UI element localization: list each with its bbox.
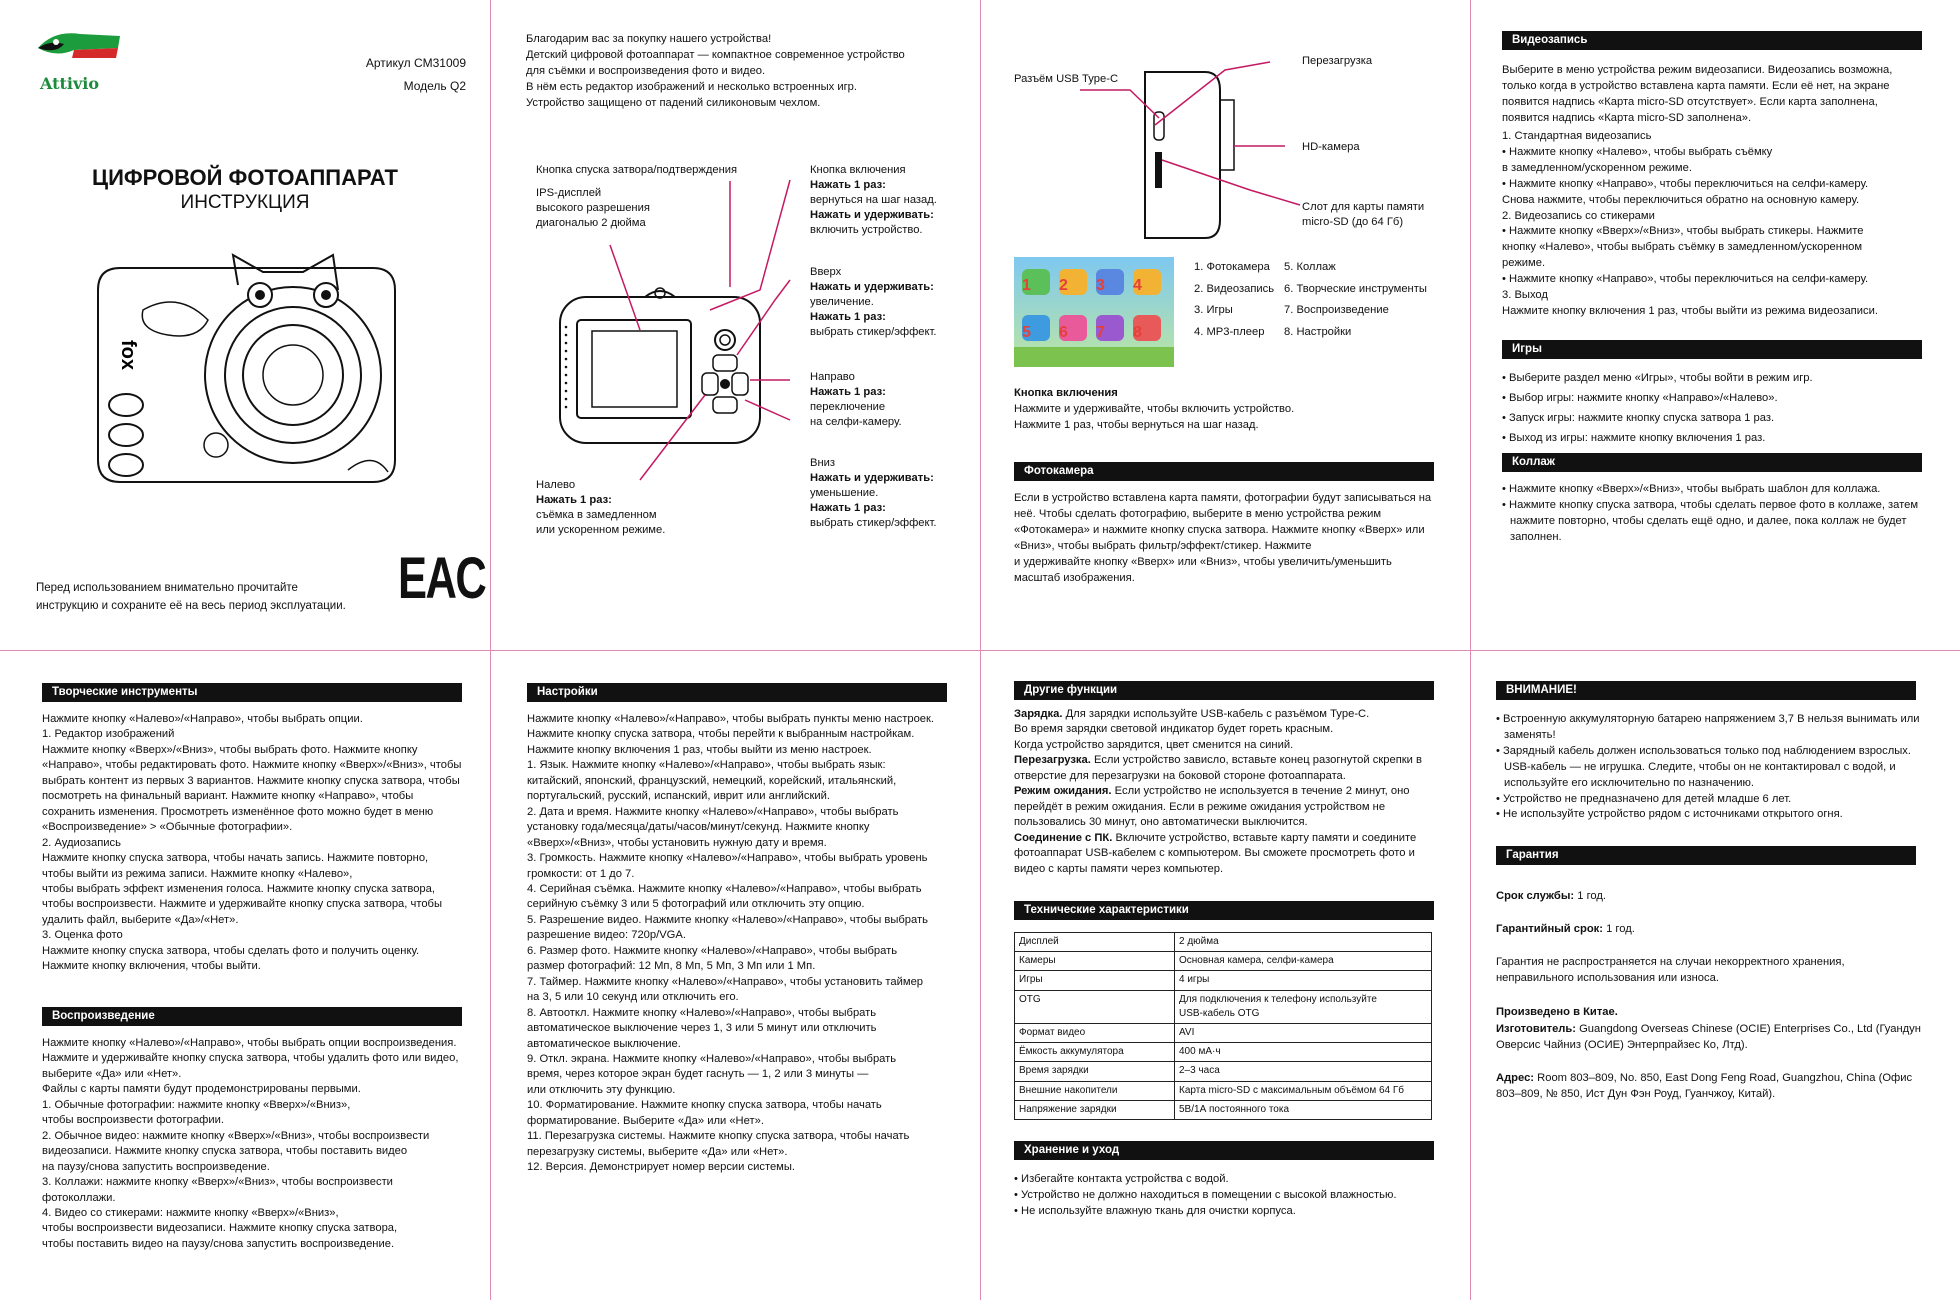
collage-section-header: Коллаж <box>1502 453 1922 472</box>
power-heading: Кнопка включения <box>1014 387 1118 399</box>
service-life: Срок службы: 1 год. <box>1496 890 1607 902</box>
list-item: • Выход из игры: нажмите кнопку включения 1 раз. <box>1502 429 1927 449</box>
table-row: Внешние накопители Карта micro-SD с максимальным объёмом 64 Гб <box>1015 1081 1432 1100</box>
brand-name: Attivio <box>40 74 100 93</box>
warranty-period: Гарантийный срок: 1 год. <box>1496 923 1635 935</box>
label-down: Вниз Нажать и удерживать: уменьшение. Нажать 1 раз: выбрать стикер/эффект. <box>810 457 937 530</box>
table-row: Формат видео AVI <box>1015 1023 1432 1042</box>
svg-text:2: 2 <box>1059 277 1068 294</box>
svg-text:3: 3 <box>1096 277 1105 294</box>
label-left: Налево Нажать 1 раз: съёмка в замедленном или ускоренном режиме. <box>536 479 666 537</box>
manufacturer: Изготовитель: Guangdong Overseas Chinese (OCIE) Enterprises Co., Ltd (Гуандун Оверсис Чайниз (ОСИЕ) Энтерпрайзес Ко, Лтд). <box>1496 1023 1921 1051</box>
creative-section-header: Творческие инструменты <box>42 683 462 702</box>
video-panel <box>1470 0 1960 650</box>
svg-text:1: 1 <box>1022 277 1031 294</box>
svg-text:7: 7 <box>1096 324 1105 341</box>
warranty-panel <box>1470 650 1960 1300</box>
intro-text: Благодарим вас за покупку нашего устройства! Детский цифровой фотоаппарат — компактное современное устройство для съёмки и воспроизведения фото и видео. В нём есть редактор изображений и несколько встроенных игр. Устройство защищено от падений силиконовым чехлом. <box>526 33 905 109</box>
list-item: • Встроенную аккумуляторную батарею напряжением 3,7 В нельзя вынимать или заменять! <box>1496 712 1926 744</box>
creative-panel <box>0 650 490 1300</box>
guarantee-section-header: Гарантия <box>1496 846 1916 865</box>
warning-list <box>1496 712 1926 823</box>
article-number: Артикул CM31009 <box>365 56 466 70</box>
table-row: Игры 4 игры <box>1015 971 1432 990</box>
svg-text:5: 5 <box>1022 324 1031 341</box>
label-usb: Разъём USB Type-C <box>1014 73 1119 85</box>
spec-section-header: Технические характеристики <box>1014 901 1434 920</box>
list-item: • Запуск игры: нажмите кнопку спуска затвора 1 раз. <box>1502 409 1927 429</box>
label-power: Кнопка включения Нажать 1 раз: вернуться на шаг назад. Нажать и удерживать: включить устройство. <box>810 164 937 237</box>
address: Адрес: Room 803–809, No. 850, East Dong Feng Road, Guangzhou, China (Офис 803–809, № 850, Ист Дун Фэн Роуд, Гуанчжоу, Китай). <box>1496 1072 1913 1100</box>
menu-item: 3. Игры <box>1194 304 1233 316</box>
storage-section-header: Хранение и уход <box>1014 1141 1434 1160</box>
table-row: Время зарядки 2–3 часа <box>1015 1062 1432 1081</box>
list-item: • Не используйте устройство рядом с источниками открытого огня. <box>1496 807 1926 823</box>
menu-item: 5. Коллаж <box>1284 261 1336 273</box>
menu-screen-image <box>1014 257 1174 367</box>
label-display: IPS-дисплей высокого разрешения диагональю 2 дюйма <box>536 187 650 230</box>
video-text: Выберите в меню устройства режим видеозаписи. Видеозапись возможна, только когда в устройство вставлена карта памяти. Если её нет, на экране появится надпись «Карта micro-SD отсутствует». Если карта заполнена, появится надпись «Карта micro-SD заполнена». <box>1502 64 1893 124</box>
list-item: • Устройство не должно находиться в помещении с высокой влажностью. <box>1014 1188 1439 1204</box>
playback-section-header: Воспроизведение <box>42 1007 462 1026</box>
table-row: OTG Для подключения к телефону используйте USB-кабель OTG <box>1015 990 1432 1023</box>
power-text: Нажмите и удерживайте, чтобы включить устройство. Нажмите 1 раз, чтобы вернуться на шаг назад. <box>1014 403 1295 431</box>
brand-logo-icon <box>34 28 124 62</box>
side-menu-panel <box>980 0 1470 650</box>
list-item: • Выберите раздел меню «Игры», чтобы войти в режим игр. <box>1502 369 1927 389</box>
list-item: • Зарядный кабель должен использоваться только под наблюдением взрослых. USB-кабель — не игрушка. Следите, чтобы он не контактировал с водой, и используйте его исключительно по назначению. <box>1496 744 1926 792</box>
menu-item: 8. Настройки <box>1284 325 1352 338</box>
list-item: • Нажмите кнопку спуска затвора, чтобы сделать первое фото в коллаже, затем нажмите повторно, чтобы сделать ещё одно, и далее, пока коллаж не будет заполнен. <box>1502 498 1927 546</box>
games-list <box>1502 369 1927 449</box>
menu-item: 2. Видеозапись <box>1194 282 1275 295</box>
table-row: Дисплей 2 дюйма <box>1015 933 1432 952</box>
svg-text:8: 8 <box>1133 324 1142 341</box>
settings-panel <box>490 650 980 1300</box>
svg-text:4: 4 <box>1133 277 1142 294</box>
table-row: Ёмкость аккумулятора 400 мА·ч <box>1015 1043 1432 1062</box>
camera-brand-text: fox <box>117 340 139 370</box>
storage-list <box>1014 1172 1439 1220</box>
video-section-header: Видеозапись <box>1502 31 1922 50</box>
other-section-header: Другие функции <box>1014 681 1434 700</box>
creative-text: Нажмите кнопку «Налево»/«Направо», чтобы выбрать опции. 1. Редактор изображений Нажмите кнопку «Вверх»/«Вниз», чтобы выбрать фото. Нажмите кнопку «Направо», чтобы редактировать фото. Нажмите кнопку «Вверх»/«Вниз», чтобы выбрать контент из первых 3 вариантов. Нажмите кнопку спуска затвора, чтобы посмотреть на финальный вариант. Нажмите кнопку «Направо», чтобы сохранить изменения. Просмотреть изменённое фото можно будет в меню «Воспроизведение» > «Обычные фотографии». 2. Аудиозапись Нажмите кнопку спуска затвора, чтобы начать запись. Нажмите повторно, чтобы выйти из режима записи. Нажмите кнопку «Налево», чтобы выбрать эффект изменения голоса. Нажмите кнопку спуска затвора, чтобы воспроизвести. Нажмите и удерживайте кнопку спуска затвора, чтобы удалить файл, выберите «Да»/«Нет». 3. Оценка фото Нажмите кнопку спуска затвора, чтобы сделать фото и получить оценку. Нажмите кнопку включения, чтобы выйти. <box>42 713 462 973</box>
photo-text: Если в устройство вставлена карта памяти, фотографии будут записываться на неё. Чтобы сделать фотографию, выберите в меню устройства режим «Фотокамера» и нажмите кнопку спуска затвора. Нажмите кнопку «Вверх» или «Вниз», чтобы выбрать фильтр/эффект/стикер. Нажмите и удерживайте кнопку «Вверх» или «Вниз», чтобы увеличить/уменьшить масштаб изображения. <box>1014 492 1432 584</box>
playback-text: Нажмите кнопку «Налево»/«Направо», чтобы выбрать опции воспроизведения. Нажмите и удерживайте кнопку спуска затвора, чтобы удалить фото или видео, выберите «Да» или «Нет». Файлы с карты памяти будут продемонстрированы первыми. 1. Обычные фотографии: нажмите кнопку «Вверх»/«Вниз», чтобы воспроизвести фотографии. 2. Обычное видео: нажмите кнопку «Вверх»/«Вниз», чтобы воспроизвести видеозаписи. Нажмите кнопку спуска затвора, чтобы поставить видео на паузу/снова запустить воспроизведение. 3. Коллажи: нажмите кнопку «Вверх»/«Вниз», чтобы воспроизвести фотоколлажи. 4. Видео со стикерами: нажмите кнопку «Вверх»/«Вниз», чтобы воспроизвести видеозаписи. Нажмите кнопку спуска затвора, чтобы поставить видео на паузу/снова запустить воспроизведение. <box>42 1037 459 1250</box>
warning-section-header: ВНИМАНИЕ! <box>1496 681 1916 700</box>
menu-list <box>1194 260 1454 346</box>
collage-list <box>1502 482 1927 546</box>
menu-item: 4. MP3-плеер <box>1194 325 1265 338</box>
list-item: • Нажмите кнопку «Вверх»/«Вниз», чтобы выбрать шаблон для коллажа. <box>1502 482 1927 498</box>
label-up: Вверх Нажать и удерживать: увеличение. Нажать 1 раз: выбрать стикер/эффект. <box>810 266 937 339</box>
camera-illustration <box>88 250 408 490</box>
warranty-exclusion: Гарантия не распространяется на случаи некорректного хранения, неправильного использования или износа. <box>1496 956 1845 984</box>
read-note: Перед использованием внимательно прочитайте инструкцию и сохраните её на весь период эксплуатации. <box>36 582 346 612</box>
doc-subtitle: ИНСТРУКЦИЯ <box>180 192 310 213</box>
games-section-header: Игры <box>1502 340 1922 359</box>
svg-text:6: 6 <box>1059 324 1068 341</box>
label-shutter: Кнопка спуска затвора/подтверждения <box>536 164 738 176</box>
model-number: Модель Q2 <box>403 79 466 93</box>
menu-item: 1. Фотокамера <box>1194 261 1270 273</box>
cover-panel <box>0 0 490 650</box>
settings-text: Нажмите кнопку «Налево»/«Направо», чтобы выбрать пункты меню настроек. Нажмите кнопку спуска затвора, чтобы перейти к выбранным настройкам. Нажмите кнопку включения 1 раз, чтобы выйти из меню настроек. 1. Язык. Нажмите кнопку «Налево»/«Направо», чтобы выбрать язык: китайский, японский, французский, немецкий, корейский, итальянский, португальский, русский, испанский, иврит или английский. 2. Дата и время. Нажмите кнопку «Налево»/«Направо», чтобы выбрать установку года/месяца/даты/часов/минут/секунд. Нажмите кнопку «Вверх»/«Вниз», чтобы установить нужную дату и время. 3. Громкость. Нажмите кнопку «Налево»/«Направо», чтобы выбрать уровень громкости: от 1 до 7. 4. Серийная съёмка. Нажмите кнопку «Налево»/«Направо», чтобы выбрать серийную съёмку 3 или 5 фотографий или отключить эту опцию. 5. Разрешение видео. Нажмите кнопку «Налево»/«Направо», чтобы выбрать разрешение видео: 720p/VGA. 6. Размер фото. Нажмите кнопку «Налево»/«Направо», чтобы выбрать размер фотографий: 12 Мп, 8 Мп, 5 Мп, 3 Мп или 1 Мп. 7. Таймер. Нажмите кнопку «Налево»/«Направо», чтобы установить таймер на 3, 5 или 10 секунд или отключить его. 8. Автооткл. Нажмите кнопку «Налево»/«Направо», чтобы выбрать автоматическое выключение через 1, 3 или 5 минут или отключить автоматическое выключение. 9. Откл. экрана. Нажмите кнопку «Налево»/«Направо», чтобы выбрать время, через которое экран будет гаснуть — 1, 2 или 3 минуты — или отключить эту функцию. 10. Форматирование. Нажмите кнопку спуска затвора, чтобы начать форматирование. Выберите «Да» или «Нет». 11. Перезагрузка системы. Нажмите кнопку спуска затвора, чтобы начать перезагрузку системы, выберите «Да» или «Нет». 12. Версия. Демонстрирует номер версии системы. <box>527 713 935 1174</box>
settings-section-header: Настройки <box>527 683 947 702</box>
label-right: Направо Нажать 1 раз: переключение на селфи-камеру. <box>810 371 902 429</box>
list-item: • Выбор игры: нажмите кнопку «Направо»/«Налево». <box>1502 389 1927 409</box>
list-item: • Устройство не предназначено для детей младше 6 лет. <box>1496 792 1926 808</box>
other-panel <box>980 650 1470 1300</box>
made-in: Произведено в Китае. <box>1496 1006 1618 1018</box>
label-hd-camera: HD-камера <box>1302 141 1360 153</box>
photo-section-header: Фотокамера <box>1014 462 1434 481</box>
table-row: Напряжение зарядки 5В/1А постоянного тока <box>1015 1100 1432 1119</box>
menu-item: 6. Творческие инструменты <box>1284 282 1427 295</box>
other-text: Зарядка. Для зарядки используйте USB-кабель с разъёмом Type-C. Во время зарядки световой индикатор будет гореть красным. Когда устройство зарядится, цвет сменится на синий. Перезагрузка. Если устройство зависло, вставьте конец разогнутой скрепки в отверстие для перезагрузки на боковой стороне фотоаппарата. Режим ожидания. Если устройство не используется в течение 2 минут, оно перейдёт в режим ожидания. Если в режиме ожидания устройством не пользовались 30 минут, оно автоматически выключится. Соединение с ПК. Включите устройство, вставьте карту памяти и соедините фотоаппарат USB-кабелем с компьютером. Вы сможете просмотреть фото и видео с карты памяти через компьютер. <box>1014 708 1422 875</box>
label-reset: Перезагрузка <box>1302 55 1373 67</box>
label-sd-slot: Слот для карты памяти micro-SD (до 64 Гб) <box>1302 201 1425 229</box>
table-row: Камеры Основная камера, селфи-камера <box>1015 952 1432 971</box>
eac-mark: EAC <box>398 546 486 611</box>
controls-panel <box>490 0 980 650</box>
doc-title: ЦИФРОВОЙ ФОТОАППАРАТ <box>92 165 398 190</box>
menu-item: 7. Воспроизведение <box>1284 304 1389 316</box>
spec-table <box>1014 932 1432 1120</box>
list-item: • Избегайте контакта устройства с водой. <box>1014 1172 1439 1188</box>
video-list: 1. Стандартная видеозапись • Нажмите кнопку «Налево», чтобы выбрать съёмку в замедленном/ускоренном режиме. • Нажмите кнопку «Направо», чтобы переключиться на селфи-камеру. Снова нажмите, чтобы переключиться обратно на основную камеру. 2. Видеозапись со стикерами • Нажмите кнопку «Вверх»/«Вниз», чтобы выбрать стикеры. Нажмите кнопку «Налево», чтобы выбрать съёмку в замедленном/ускоренном режиме. • Нажмите кнопку «Направо», чтобы переключиться на селфи-камеру. 3. Выход Нажмите кнопку включения 1 раз, чтобы выйти из режима видеозаписи. <box>1502 130 1878 317</box>
list-item: • Не используйте влажную ткань для очистки корпуса. <box>1014 1204 1439 1220</box>
